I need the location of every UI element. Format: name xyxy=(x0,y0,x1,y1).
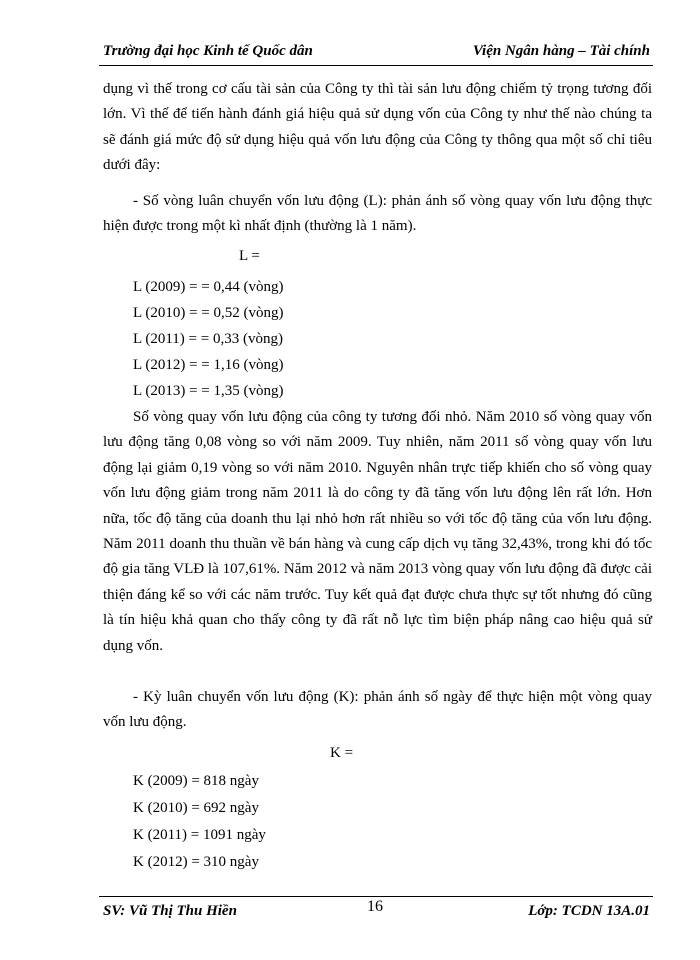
l-value-2012: L (2012) = = 1,16 (vòng) xyxy=(133,357,284,373)
paragraph-l-definition: - Số vòng luân chuyển vốn lưu động (L): phản ánh số vòng quay vốn lưu động thực hiện được trong một kì nhất định (thường là 1 năm). xyxy=(103,193,652,235)
formula-k: K = xyxy=(330,745,354,761)
k-value-2010: K (2010) = 692 ngày xyxy=(133,800,259,816)
k-value-2012: K (2012) = 310 ngày xyxy=(133,854,259,870)
k-value-2011: K (2011) = 1091 ngày xyxy=(133,827,266,843)
paragraph-k-definition: - Kỳ luân chuyển vốn lưu động (K): phản ánh số ngày để thực hiện một vòng quay vốn lưu động. xyxy=(103,689,652,731)
header-rule xyxy=(99,65,653,66)
l-value-2009: L (2009) = = 0,44 (vòng) xyxy=(133,279,284,295)
footer-class: Lớp: TCDN 13A.01 xyxy=(528,903,650,919)
footer-rule xyxy=(99,896,653,897)
k-value-2009: K (2009) = 818 ngày xyxy=(133,773,259,789)
l-value-2013: L (2013) = = 1,35 (vòng) xyxy=(133,383,284,399)
paragraph-l-analysis: Số vòng quay vốn lưu động của công ty tương đối nhỏ. Năm 2010 số vòng quay vốn lưu động tăng 0,08 vòng so với năm 2009. Tuy nhiên, năm 2011 số vòng quay vốn lưu động lại giảm 0,19 vòng so với năm 2010. Nguyên nhân trực tiếp khiến cho số vòng quay vốn lưu động giảm trong năm 2011 là do công ty đã tăng vốn lưu động lên rất lớn. Hơn nữa, tốc độ tăng của doanh thu lại nhỏ hơn rất nhiều so với tốc độ tăng của vốn lưu động. Năm 2011 doanh thu thuần về bán hàng và cung cấp dịch vụ tăng 32,43%, trong khi đó tốc độ gia tăng VLĐ là 107,61%. Năm 2012 và năm 2013 vòng quay vốn lưu động đã được cải thiện đáng kể so với các năm trước. Tuy kết quả đạt được chưa thực sự tốt nhưng đó cũng là tín hiệu khả quan cho thấy công ty đã rất nỗ lực tìm biện pháp nâng cao hiệu quả sử dụng vốn. xyxy=(103,409,652,654)
l-value-2010: L (2010) = = 0,52 (vòng) xyxy=(133,305,284,321)
page-number: 16 xyxy=(367,898,383,915)
header-school: Trường đại học Kinh tế Quốc dân xyxy=(103,43,313,59)
formula-l: L = xyxy=(239,248,260,264)
l-value-2011: L (2011) = = 0,33 (vòng) xyxy=(133,331,283,347)
footer-student: SV: Vũ Thị Thu Hiền xyxy=(103,903,237,919)
header-institute: Viện Ngân hàng – Tài chính xyxy=(472,43,650,59)
paragraph-intro: dụng vì thế trong cơ cấu tài sản của Công ty thì tài sản lưu động chiếm tỷ trọng tương đối lớn. Vì thế để tiến hành đánh giá hiệu quả sử dụng vốn của Công ty như thế nào chúng ta sẽ đánh giá mức độ sử dụng hiệu quả vốn lưu động của Công ty thông qua một số chỉ tiêu dưới đây: xyxy=(103,81,652,174)
